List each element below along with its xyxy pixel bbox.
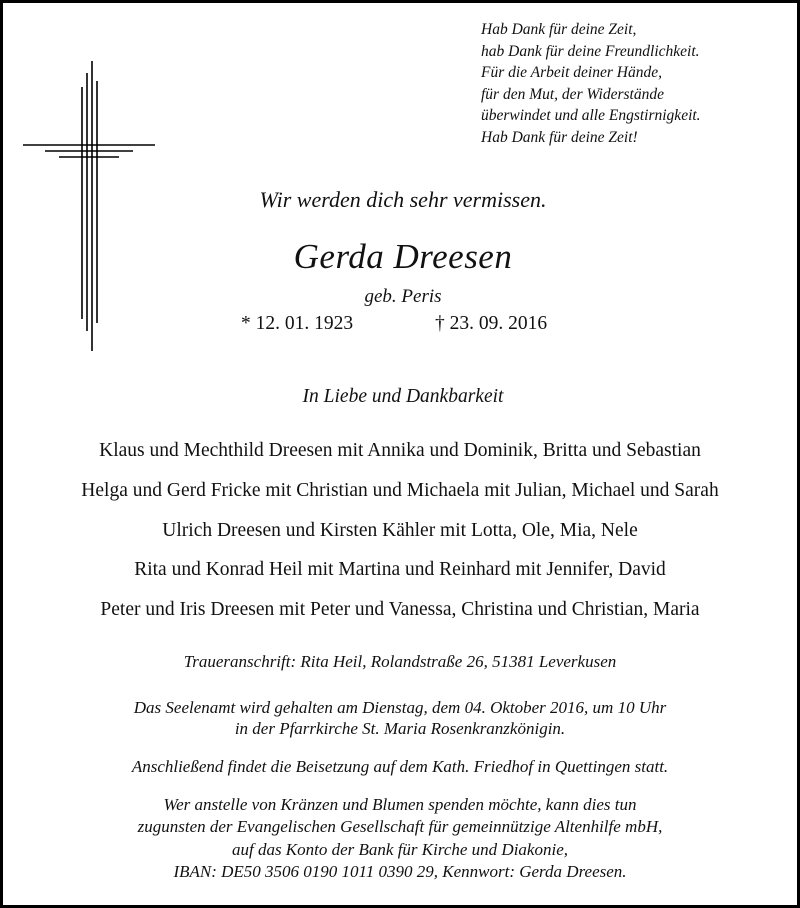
burial-info: Anschließend findet die Beisetzung auf dem Kath. Friedhof in Quettingen statt. — [131, 757, 669, 776]
poem-line: Hab Dank für deine Zeit, — [481, 21, 637, 38]
donation-info — [43, 794, 757, 883]
donation-line: auf das Konto der Bank für Kirche und Diakonie, — [231, 839, 569, 859]
donation-line: Wer anstelle von Kränzen und Blumen spenden möchte, kann dies tun — [163, 795, 637, 814]
family-line: Peter und Iris Dreesen mit Peter und Vanessa, Christina und Christian, Maria — [100, 599, 700, 621]
donation-line: zugunsten der Evangelischen Gesellschaft für gemeinnützige Altenhilfe mbH, — [137, 817, 663, 837]
poem-line: Hab Dank für deine Zeit! — [481, 128, 638, 146]
family-line: Rita und Konrad Heil mit Martina und Reinhard mit Jennifer, David — [134, 559, 666, 581]
maiden-name: geb. Peris — [364, 286, 442, 307]
deceased-name: Gerda Dreesen — [293, 237, 513, 276]
poem-line: für den Mut, der Widerstände — [481, 85, 664, 103]
poem — [481, 19, 791, 148]
family-list — [13, 440, 787, 639]
cross-icon — [23, 61, 155, 353]
family-line: Ulrich Dreesen und Kirsten Kähler mit Lotta, Ole, Mia, Nele — [162, 519, 638, 541]
birth-date: * 12. 01. 1923 — [241, 313, 354, 334]
donation-line: IBAN: DE50 3506 0190 1011 0390 29, Kennwort: Gerda Dreesen. — [173, 861, 627, 881]
family-line: Helga und Gerd Fricke mit Christian und Michaela mit Julian, Michael und Sarah — [81, 479, 719, 501]
requiem-line: Das Seelenamt wird gehalten am Dienstag, dem 04. Oktober 2016, um 10 Uhr — [133, 698, 667, 717]
poem-line: Für die Arbeit deiner Hände, — [481, 64, 662, 81]
poem-line: überwindet und alle Engstirnigkeit. — [481, 107, 701, 124]
family-line: Klaus und Mechthild Dreesen mit Annika und Dominik, Britta und Sebastian — [99, 440, 701, 461]
poem-line: hab Dank für deine Freundlichkeit. — [481, 42, 700, 60]
death-date: † 23. 09. 2016 — [435, 313, 548, 334]
requiem-info — [43, 697, 757, 739]
dedication: In Liebe und Dankbarkeit — [302, 386, 504, 407]
mourning-address: Traueranschrift: Rita Heil, Rolandstraße 26, 51381 Leverkusen — [183, 652, 617, 671]
requiem-line: in der Pfarrkirche St. Maria Rosenkranzkönigin. — [234, 719, 566, 738]
intro-text: Wir werden dich sehr vermissen. — [259, 187, 547, 212]
